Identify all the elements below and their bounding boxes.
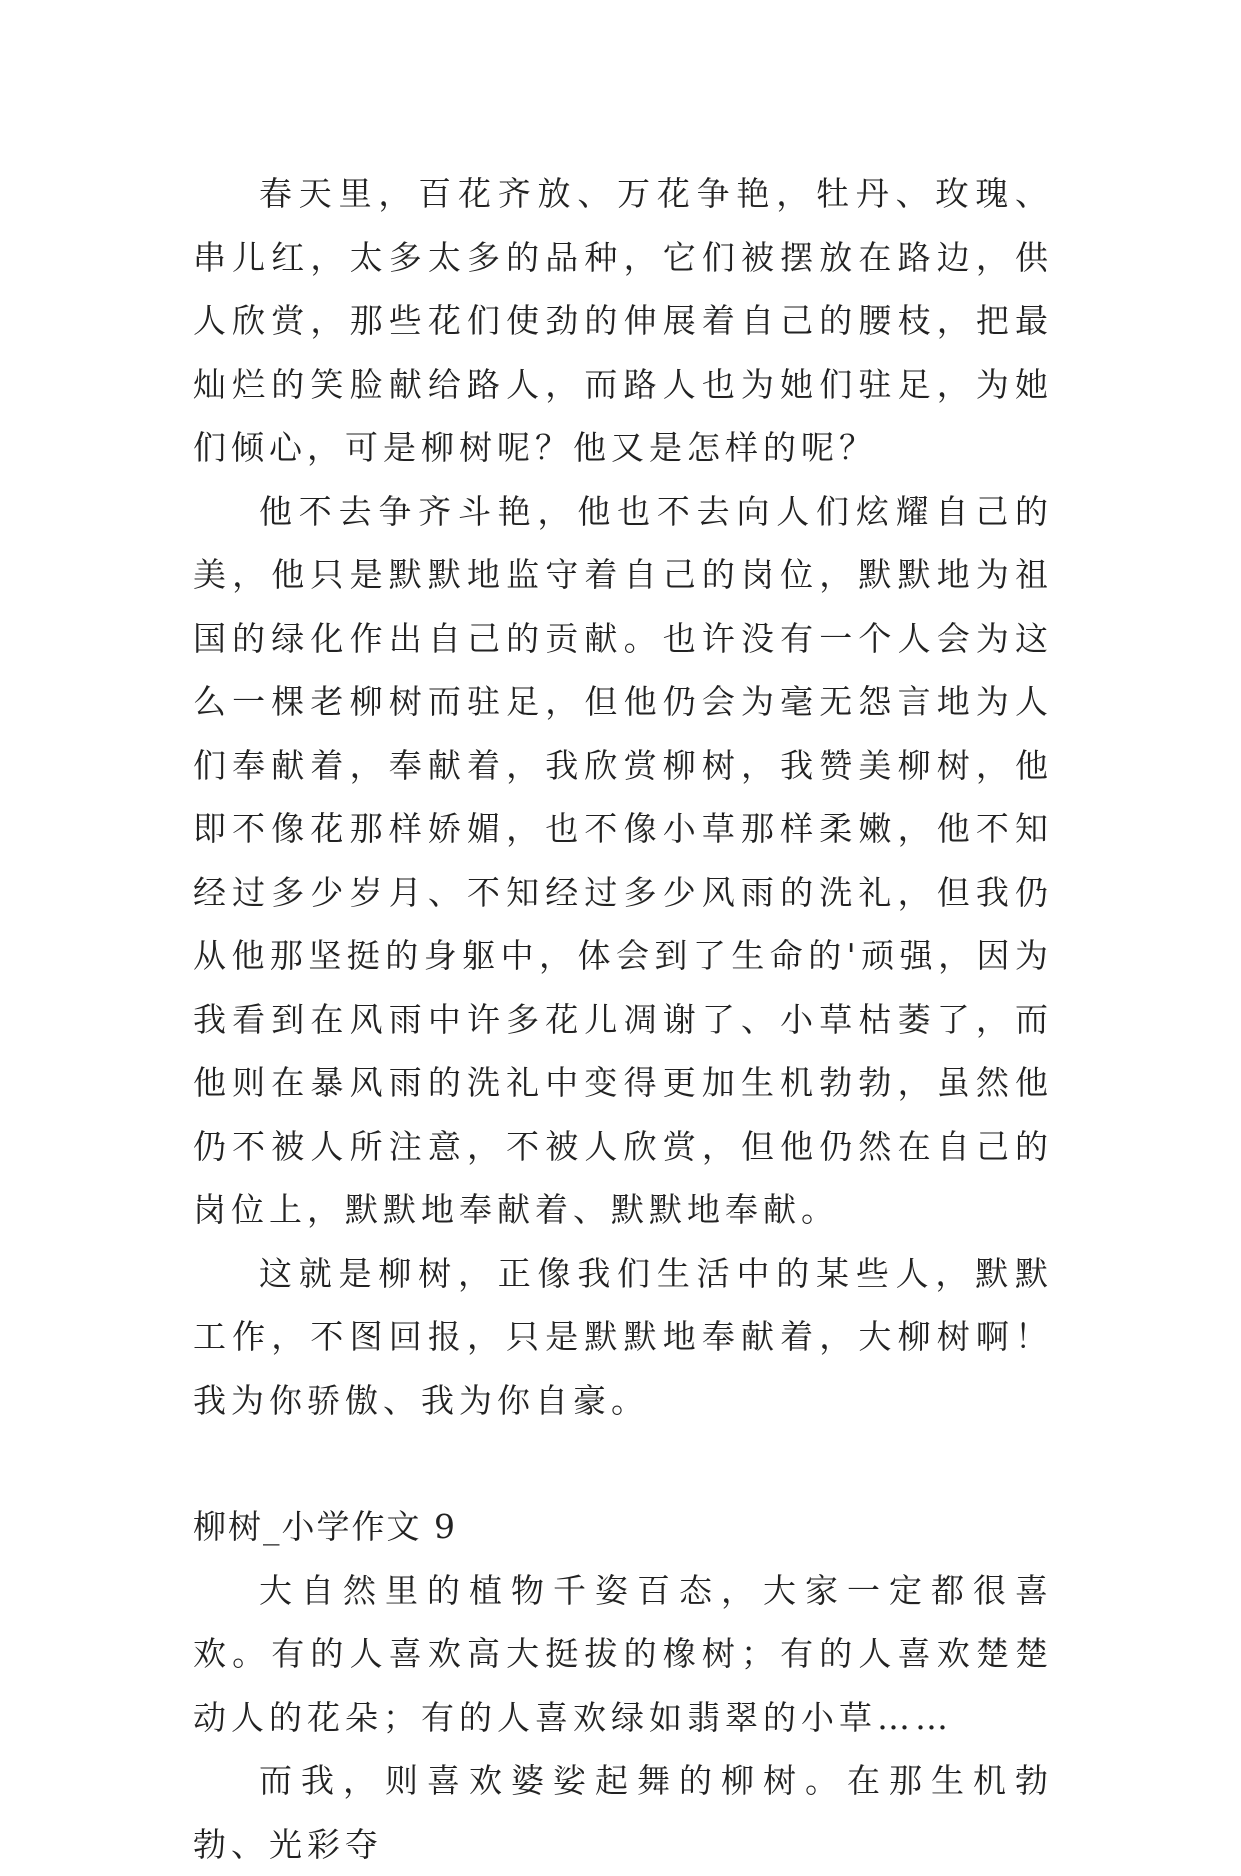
- section-title: 柳树_小学作文 9: [193, 1507, 457, 1546]
- paragraph-willow-devotion: 他不去争齐斗艳，他也不去向人们炫耀自己的美，他只是默默地监守着自己的岗位，默默地为祖国的绿化作出自己的贡献。也许没有一个人会为这么一棵老柳树而驻足，但他仍会为毫无怨言地为人们奉献着，奉献着，我欣赏柳树，我赞美柳树，他即不像花那样娇媚，也不像小草那样柔嫩，他不知经过多少岁月、不知经过多少风雨的洗礼，但我仍从他那坚挺的身躯中，体会到了生命的'顽强，因为我看到在风雨中许多花儿凋谢了、小草枯萎了，而他则在暴风雨的洗礼中变得更加生机勃勃，虽然他仍不被人所注意，不被人欣赏，但他仍然在自己的岗位上，默默地奉献着、默默地奉献。: [193, 491, 1053, 1229]
- paragraph-spring-flowers: 春天里，百花齐放、万花争艳，牡丹、玫瑰、串儿红，太多太多的品种，它们被摆放在路边，供人欣赏，那些花们使劲的伸展着自己的腰枝，把最灿烂的笑脸献给路人，而路人也为她们驻足，为她们倾心，可是柳树呢？他又是怎样的呢？: [193, 174, 1053, 467]
- paragraph-nature-plants: 大自然里的植物千姿百态，大家一定都很喜欢。有的人喜欢高大挺拔的橡树；有的人喜欢楚楚动人的花朵；有的人喜欢绿如翡翠的小草……: [193, 1570, 1053, 1737]
- section-spacer: [193, 1432, 1053, 1495]
- paragraph-dancing-willow: 而我，则喜欢婆娑起舞的柳树。在那生机勃勃、光彩夺: [193, 1761, 1053, 1864]
- document-body: [193, 162, 1053, 1876]
- paragraph-willow-conclusion: 这就是柳树，正像我们生活中的某些人，默默工作，不图回报，只是默默地奉献着，大柳树啊！我为你骄傲、我为你自豪。: [193, 1253, 1053, 1420]
